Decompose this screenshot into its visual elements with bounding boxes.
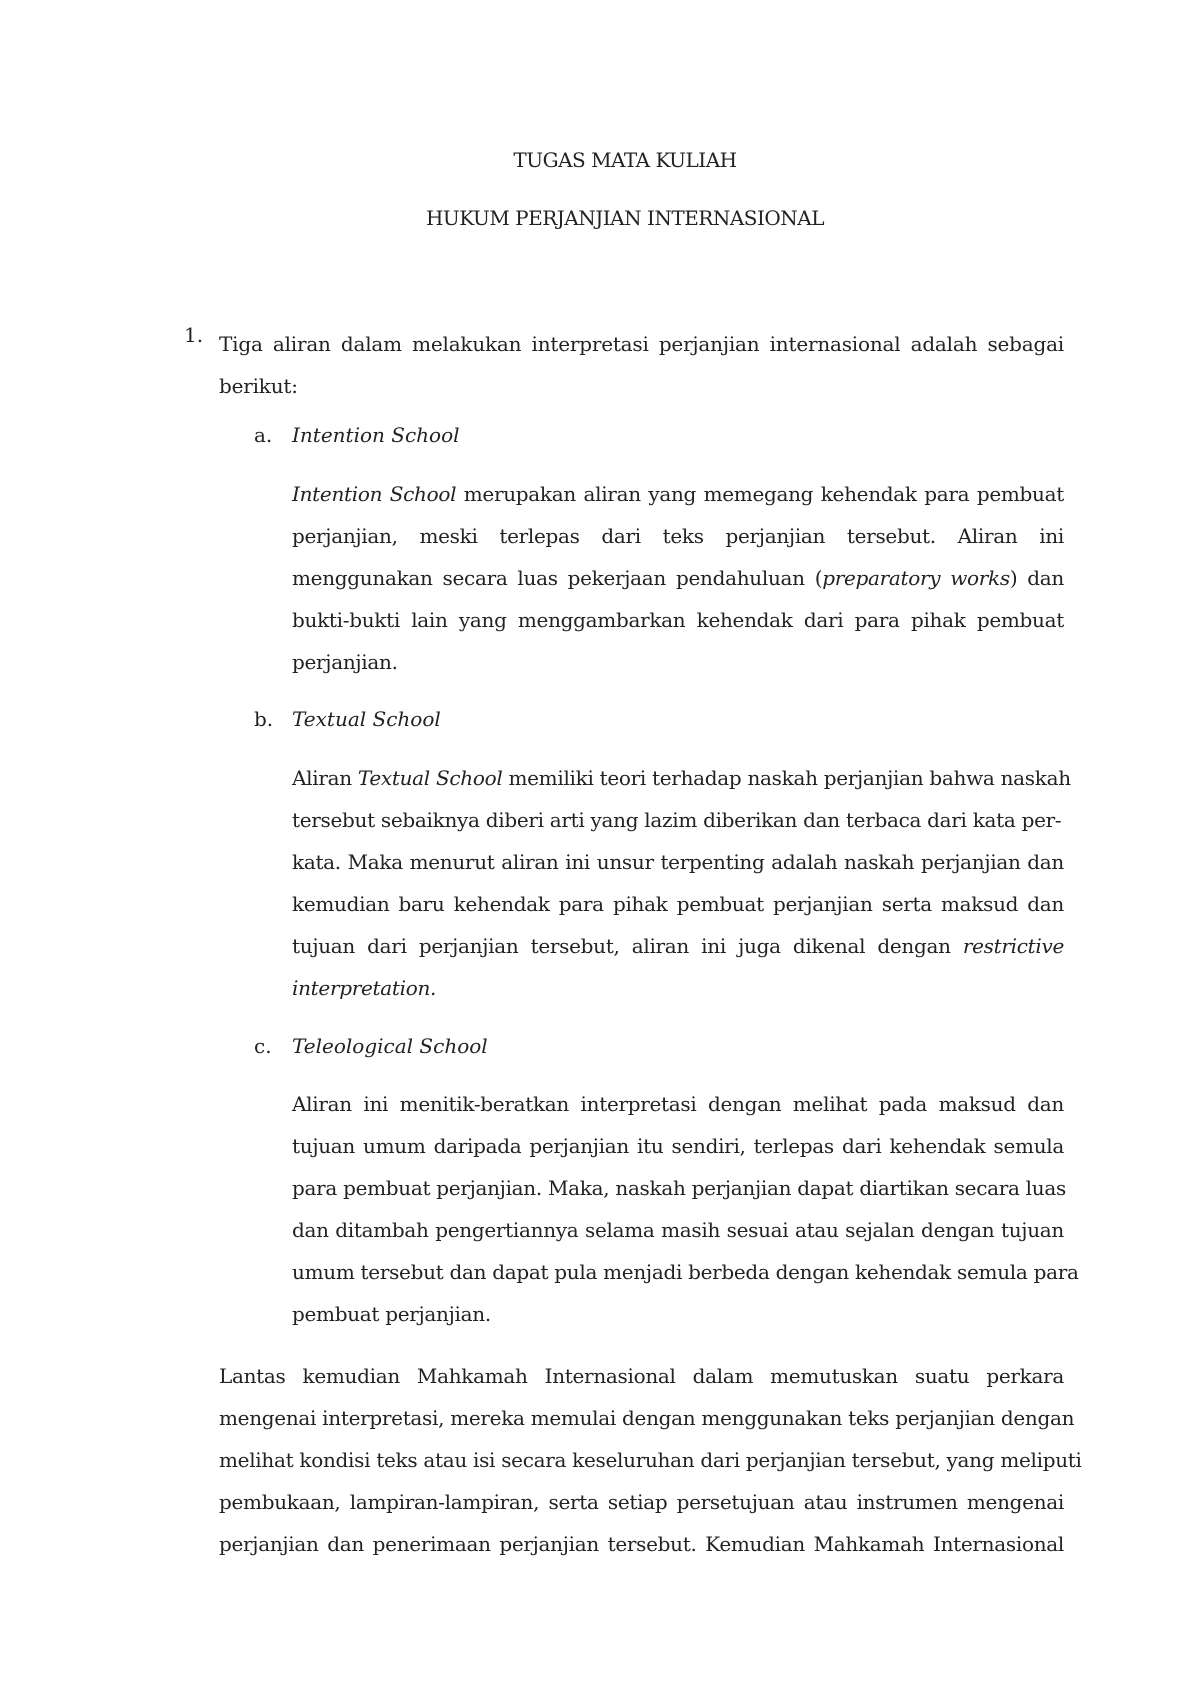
line-text: menggunakan secara luas pekerjaan pendahuluan ( bbox=[292, 566, 823, 590]
document-subtitle: HUKUM PERJANJIAN INTERNASIONAL bbox=[425, 206, 825, 230]
sub-item-title: Teleological School bbox=[292, 1034, 488, 1058]
paragraph-line: tujuan umum daripada perjanjian itu sendiri, terlepas dari kehendak semula bbox=[292, 1134, 1064, 1158]
closing-paragraph bbox=[219, 1355, 1082, 1565]
paragraph-line: Lantas kemudian Mahkamah Internasional dalam memutuskan suatu perkara bbox=[219, 1364, 1064, 1388]
paragraph-line: bukti-bukti lain yang menggambarkan kehendak dari para pihak pembuat bbox=[292, 608, 1064, 632]
line-text: . bbox=[430, 976, 437, 1000]
intro-paragraph bbox=[219, 323, 1064, 407]
paragraph-line: mengenai interpretasi, mereka memulai dengan menggunakan teks perjanjian dengan bbox=[219, 1406, 1075, 1430]
paragraph-line: pembukaan, lampiran-lampiran, serta setiap persetujuan atau instrumen mengenai bbox=[219, 1490, 1064, 1514]
line-text: Aliran bbox=[292, 766, 358, 790]
paragraph-line: para pembuat perjanjian. Maka, naskah perjanjian dapat diartikan secara luas bbox=[292, 1176, 1066, 1200]
paragraph-line bbox=[292, 473, 1064, 515]
sub-item-label: b. bbox=[254, 707, 274, 731]
paragraph-line: umum tersebut dan dapat pula menjadi berbeda dengan kehendak semula para bbox=[292, 1260, 1079, 1284]
paragraph-line: perjanjian, meski terlepas dari teks perjanjian tersebut. Aliran ini bbox=[292, 524, 1064, 548]
sub-item-paragraph bbox=[292, 1083, 1079, 1335]
paragraph-line bbox=[292, 925, 1064, 967]
paragraph-line: perjanjian. bbox=[292, 650, 398, 674]
document-title: TUGAS MATA KULIAH bbox=[513, 148, 737, 172]
paragraph-line: tersebut sebaiknya diberi arti yang lazim diberikan dan terbaca dari kata per- bbox=[292, 808, 1062, 832]
paragraph-line bbox=[292, 757, 1071, 799]
paragraph-line bbox=[292, 557, 1064, 599]
paragraph-line: kata. Maka menurut aliran ini unsur terpenting adalah naskah perjanjian dan bbox=[292, 850, 1064, 874]
line-text: ) dan bbox=[1009, 566, 1064, 590]
sub-item-label: c. bbox=[254, 1034, 272, 1058]
paragraph-line: Aliran ini menitik-beratkan interpretasi dengan melihat pada maksud dan bbox=[292, 1092, 1064, 1116]
paragraph-line: kemudian baru kehendak para pihak pembuat perjanjian serta maksud dan bbox=[292, 892, 1064, 916]
italic-term: Textual School bbox=[357, 766, 503, 790]
sub-item-title: Textual School bbox=[292, 707, 441, 731]
paragraph-line: melihat kondisi teks atau isi secara keseluruhan dari perjanjian tersebut, yang meliputi bbox=[219, 1448, 1082, 1472]
line-text: tujuan dari perjanjian tersebut, aliran ini juga dikenal dengan bbox=[292, 934, 963, 958]
italic-term: Intention School bbox=[292, 482, 457, 506]
italic-term: restrictive bbox=[962, 934, 1064, 958]
paragraph-line: dan ditambah pengertiannya selama masih sesuai atau sejalan dengan tujuan bbox=[292, 1218, 1064, 1242]
paragraph-line: pembuat perjanjian. bbox=[292, 1302, 491, 1326]
line-text: memiliki teori terhadap naskah perjanjian bahwa naskah bbox=[502, 766, 1071, 790]
italic-term: interpretation bbox=[292, 976, 431, 1000]
italic-term: preparatory works bbox=[822, 566, 1010, 590]
intro-line: berikut: bbox=[219, 374, 298, 398]
sub-item-paragraph bbox=[292, 757, 1071, 1009]
intro-line: Tiga aliran dalam melakukan interpretasi perjanjian internasional adalah sebagai bbox=[219, 332, 1064, 356]
sub-item-paragraph bbox=[292, 473, 1064, 683]
line-text: merupakan aliran yang memegang kehendak para pembuat bbox=[456, 482, 1064, 506]
sub-item-label: a. bbox=[254, 423, 273, 447]
paragraph-line: perjanjian dan penerimaan perjanjian tersebut. Kemudian Mahkamah Internasional bbox=[219, 1532, 1064, 1556]
list-number: 1. bbox=[184, 323, 204, 347]
sub-item-title: Intention School bbox=[292, 423, 460, 447]
paragraph-line bbox=[292, 967, 1064, 1009]
